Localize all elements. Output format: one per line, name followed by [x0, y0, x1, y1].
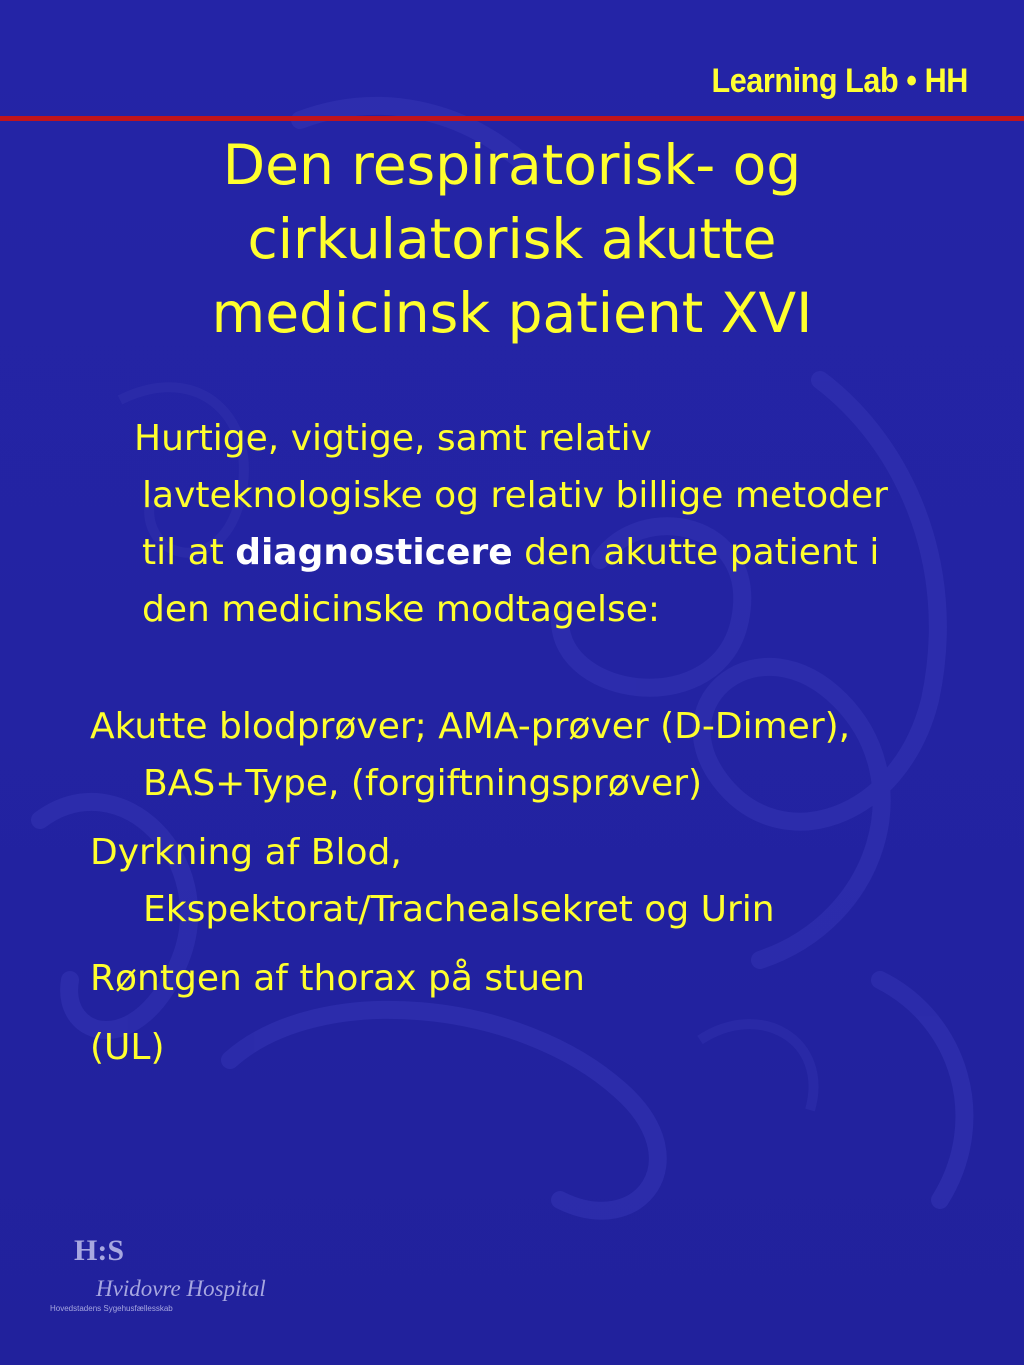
- intro-line: den medicinske modtagelse:: [142, 589, 661, 630]
- emphasis-diagnosticere: diagnosticere: [235, 532, 513, 573]
- intro-text: den akutte patient i: [512, 532, 880, 573]
- list-item-text: BAS+Type, (forgiftningsprøver): [143, 763, 703, 804]
- method-list: [90, 698, 990, 1088]
- title-line: cirkulatorisk akutte: [247, 207, 777, 271]
- slide-title: [80, 128, 944, 350]
- logo-subtitle: Hovedstadens Sygehusfællesskab: [50, 1304, 173, 1313]
- title-line: Den respiratorisk- og: [222, 133, 802, 197]
- logo-hospital-name: Hvidovre Hospital: [96, 1276, 266, 1301]
- list-item-text: (UL): [90, 1027, 165, 1068]
- intro-line: lavteknologiske og relativ billige metoder: [142, 475, 888, 516]
- title-line: medicinsk patient XVI: [211, 281, 813, 345]
- brand-label: Learning Lab • HH: [711, 62, 968, 100]
- list-item-text: Røntgen af thorax på stuen: [90, 958, 585, 999]
- list-item: [90, 698, 990, 812]
- list-item-text: Dyrkning af Blod,: [90, 832, 402, 873]
- list-item: [90, 824, 990, 938]
- hospital-logo: [48, 1232, 266, 1322]
- header-divider: [0, 116, 1024, 121]
- list-item: [90, 1019, 990, 1076]
- intro-line: Hurtige, vigtige, samt relativ: [134, 418, 652, 459]
- list-item-text: Akutte blodprøver; AMA-prøver (D-Dimer),: [90, 706, 851, 747]
- logo-mark: H:S: [74, 1234, 125, 1267]
- intro-text: til at: [142, 532, 236, 573]
- intro-line: [142, 524, 982, 581]
- list-item-text: Ekspektorat/Trachealsekret og Urin: [143, 889, 775, 930]
- intro-paragraph: [134, 410, 982, 638]
- list-item: [90, 950, 990, 1007]
